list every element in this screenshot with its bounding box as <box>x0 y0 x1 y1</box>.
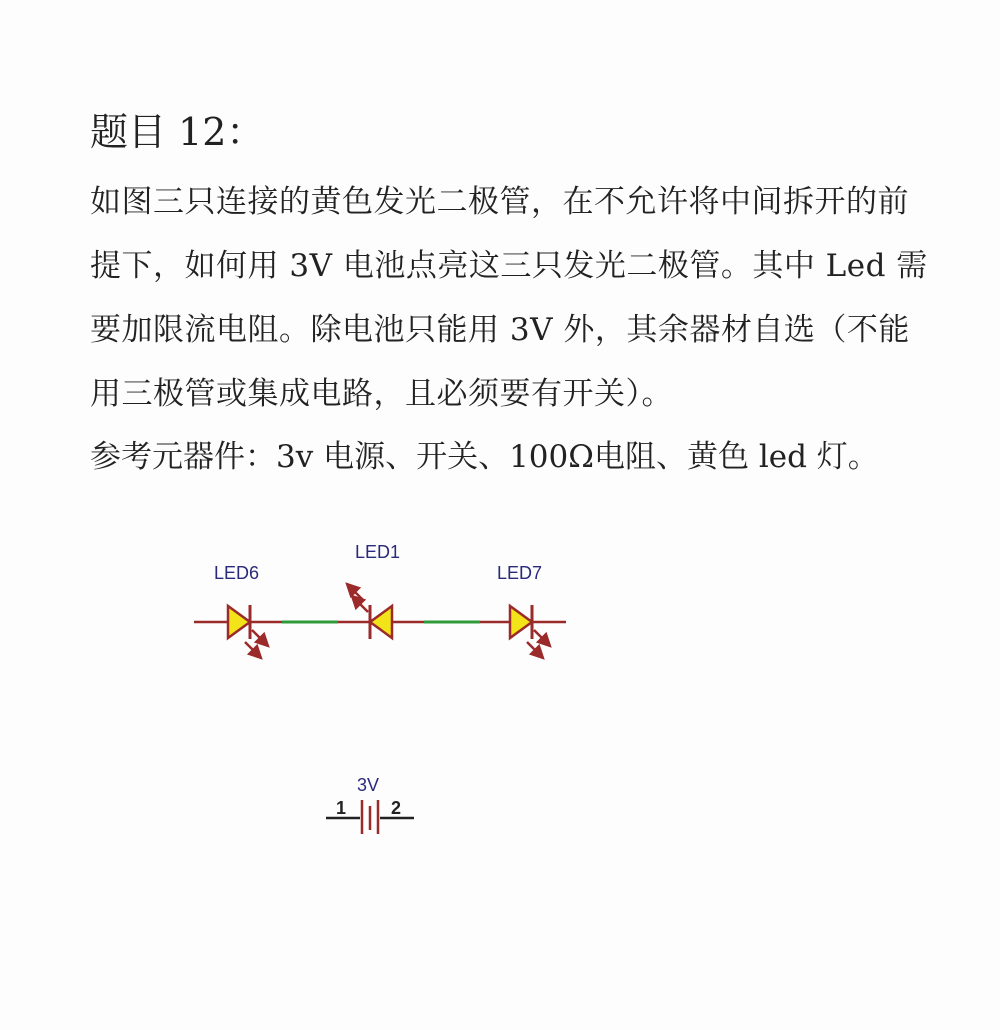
led7-symbol <box>480 563 566 658</box>
led6-diode-triangle <box>228 606 250 638</box>
led7-label: LED7 <box>497 563 543 583</box>
led7-diode-triangle <box>510 606 532 638</box>
led1-diode-triangle <box>370 606 392 638</box>
led6-symbol <box>194 563 282 658</box>
problem-line: 要加限流电阻。除电池只能用 3V 外，其余器材自选（不能 <box>90 312 910 348</box>
led6-light-arrow <box>245 642 261 658</box>
battery-symbol <box>326 775 414 834</box>
problem-title: 题目 12： <box>90 110 265 154</box>
battery-pin-2: 2 <box>391 798 402 818</box>
led1-symbol <box>338 542 424 639</box>
led6-label: LED6 <box>214 563 260 583</box>
battery-pin-1: 1 <box>336 798 347 818</box>
problem-line: 提下，如何用 3V 电池点亮这三只发光二极管。其中 Led 需 <box>90 248 928 284</box>
led7-light-arrow <box>527 642 543 658</box>
problem-line: 如图三只连接的黄色发光二极管，在不允许将中间拆开的前 <box>90 184 909 220</box>
reference-components: 参考元器件：3v 电源、开关、100Ω电阻、黄色 led 灯。 <box>90 439 879 475</box>
battery-label: 3V <box>357 775 380 795</box>
led6-light-arrow <box>252 630 268 646</box>
led1-label: LED1 <box>355 542 401 562</box>
led7-light-arrow <box>534 630 550 646</box>
problem-line: 用三极管或集成电路，且必须要有开关）。 <box>90 376 673 412</box>
